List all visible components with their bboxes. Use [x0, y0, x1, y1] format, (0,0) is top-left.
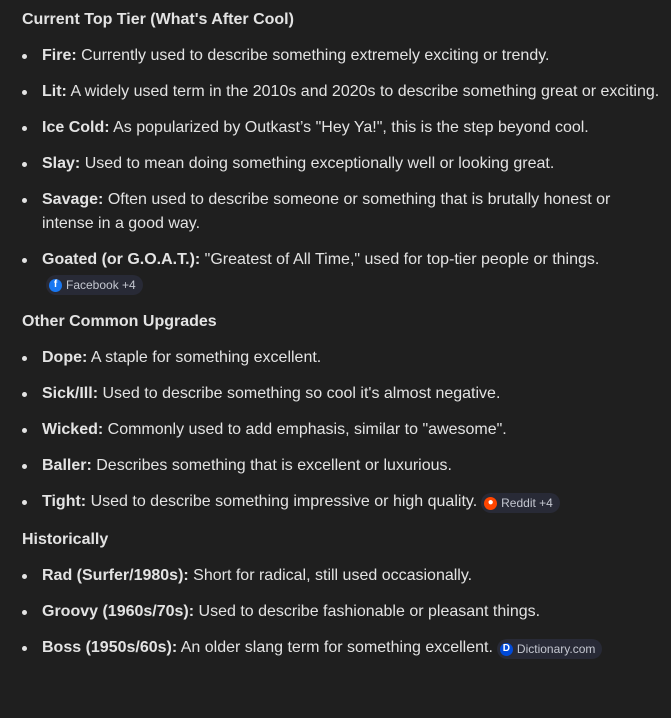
- description: Used to describe something so cool it's almost negative.: [98, 385, 501, 402]
- description: A widely used term in the 2010s and 2020s to describe something great or exciting.: [66, 83, 660, 100]
- section-current-top-tier: [22, 8, 662, 296]
- description: Currently used to describe something extremely exciting or trendy.: [76, 47, 550, 64]
- chip-label: Facebook +4: [66, 278, 136, 292]
- term: Dope:: [42, 349, 88, 366]
- term: Baller:: [42, 457, 92, 474]
- chip-label: Reddit +4: [501, 496, 553, 510]
- source-chip-dictionary[interactable]: [497, 639, 602, 659]
- description: A staple for something excellent.: [87, 349, 322, 366]
- term-list: [22, 44, 662, 296]
- description: Describes something that is excellent or luxurious.: [91, 457, 452, 474]
- list-item: [22, 80, 662, 104]
- list-item: [22, 188, 662, 236]
- list-item: [22, 490, 662, 514]
- list-item: [22, 382, 662, 406]
- term: Lit:: [42, 83, 67, 100]
- term: Fire:: [42, 47, 77, 64]
- source-chip-facebook[interactable]: [46, 275, 143, 295]
- list-item: [22, 636, 662, 660]
- source-chip-reddit[interactable]: [481, 493, 560, 513]
- term-list: [22, 564, 662, 660]
- list-item: [22, 418, 662, 442]
- section-other-common-upgrades: [22, 310, 662, 514]
- chip-label: Dictionary.com: [516, 642, 596, 656]
- description: Short for radical, still used occasionally.: [188, 567, 473, 584]
- description: "Greatest of All Time," used for top-tier people or things.: [200, 251, 600, 268]
- section-heading: Current Top Tier (What's After Cool): [22, 11, 294, 28]
- list-item: [22, 248, 662, 296]
- facebook-icon: f: [49, 279, 62, 292]
- term-list: [22, 346, 662, 514]
- term: Slay:: [42, 155, 81, 172]
- list-item: [22, 44, 662, 68]
- term: Ice Cold:: [42, 119, 110, 136]
- description: Used to describe something impressive or high quality.: [86, 493, 478, 510]
- list-item: [22, 454, 662, 478]
- section-heading: Historically: [22, 531, 109, 548]
- dictionary-icon: D: [500, 643, 513, 656]
- section-historically: [22, 528, 662, 660]
- term: Sick/Ill:: [42, 385, 99, 402]
- list-item: [22, 152, 662, 176]
- term: Tight:: [42, 493, 87, 510]
- term: Savage:: [42, 191, 104, 208]
- list-item: [22, 346, 662, 370]
- description: Commonly used to add emphasis, similar to "awesome".: [103, 421, 507, 438]
- section-heading: Other Common Upgrades: [22, 313, 217, 330]
- response-content: [22, 8, 662, 660]
- reddit-icon: ●: [484, 497, 497, 510]
- description: An older slang term for something excellent.: [177, 639, 493, 656]
- term: Rad (Surfer/1980s):: [42, 567, 189, 584]
- list-item: [22, 564, 662, 588]
- list-item: [22, 600, 662, 624]
- term: Wicked:: [42, 421, 104, 438]
- description: Used to describe fashionable or pleasant things.: [194, 603, 541, 620]
- term: Groovy (1960s/70s):: [42, 603, 195, 620]
- term: Boss (1950s/60s):: [42, 639, 178, 656]
- term: Goated (or G.O.A.T.):: [42, 251, 201, 268]
- description: Often used to describe someone or something that is brutally honest or intense in a good way.: [42, 191, 611, 232]
- description: As popularized by Outkast’s "Hey Ya!", this is the step beyond cool.: [109, 119, 589, 136]
- list-item: [22, 116, 662, 140]
- description: Used to mean doing something exceptionally well or looking great.: [80, 155, 555, 172]
